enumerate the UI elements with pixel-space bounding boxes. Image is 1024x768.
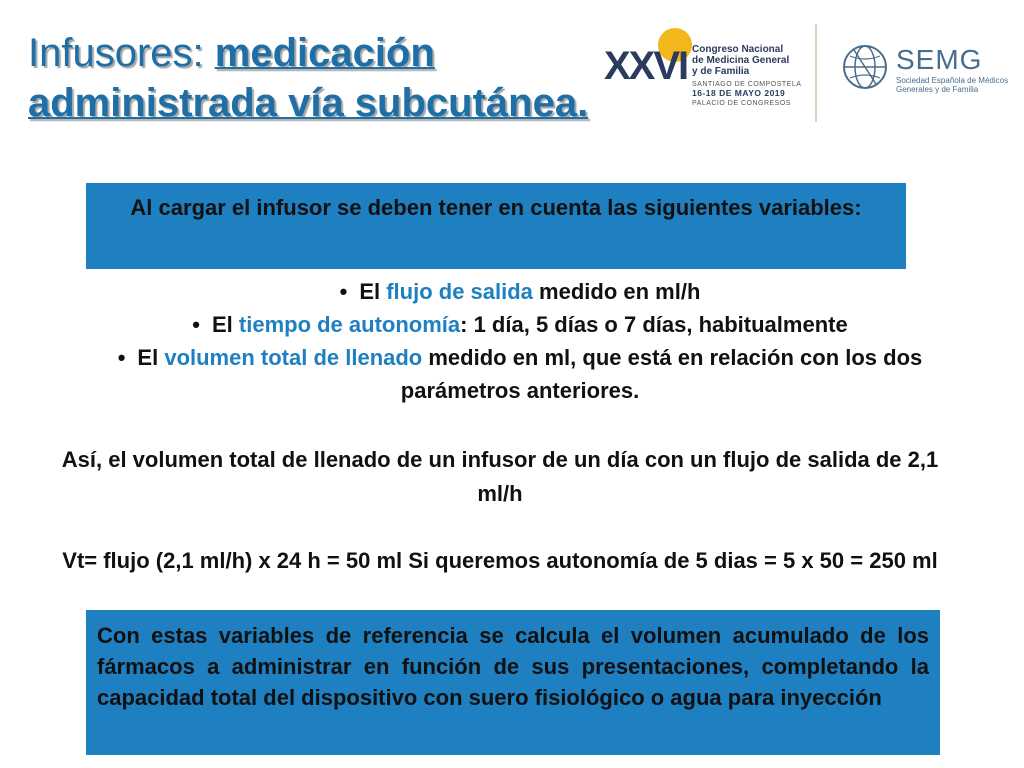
example-paragraph: Así, el volumen total de llenado de un infusor de un día con un flujo de salida de 2,1 ml/h (61, 447, 939, 506)
logo-divider (815, 24, 817, 122)
congress-line-3: y de Familia (692, 66, 750, 77)
congress-dates: 16-18 DE MAYO 2019 (692, 88, 786, 98)
semg-name: SEMG (896, 44, 983, 75)
highlight-term: tiempo de autonomía (238, 312, 461, 337)
highlight-term: volumen total de llenado (164, 345, 423, 370)
title-part-3: administrada vía subcutánea. (28, 81, 589, 125)
bullet-icon: • (339, 279, 348, 304)
title-part-2: medicación (214, 31, 435, 75)
list-item: • El flujo de salida medido en ml/h (339, 279, 701, 304)
list-item: • El volumen total de llenado medido en ml, que está en relación con los dos parámetros anteriores. (117, 345, 923, 403)
semg-globe-icon (840, 42, 890, 92)
congress-logo (600, 26, 800, 116)
congress-line-1: Congreso Nacional (692, 44, 784, 55)
variables-list (90, 275, 950, 407)
intro-box: Al cargar el infusor se deben tener en cuenta las siguientes variables: (86, 183, 906, 269)
congress-edition: XXVI (604, 44, 688, 88)
conclusion-box: Con estas variables de referencia se calcula el volumen acumulado de los fármacos a administrar en función de sus presentaciones, completando la capacidad total del dispositivo con suero fisiológico o agua para inyección (86, 610, 940, 755)
bullet-icon: • (192, 312, 200, 337)
semg-logo (840, 40, 1020, 110)
title-part-1: Infusores: (28, 31, 215, 75)
formula-paragraph: Vt= flujo (2,1 ml/h) x 24 h = 50 ml Si queremos autonomía de 5 dias = 5 x 50 = 250 ml (62, 548, 938, 573)
congress-details (692, 80, 802, 108)
congress-venue: PALACIO DE CONGRESOS (692, 100, 791, 107)
semg-tagline: Sociedad Española de Médicos Generales y de Familia (896, 76, 1009, 94)
congress-city: SANTIAGO DE COMPOSTELA (692, 81, 802, 88)
list-item: • El tiempo de autonomía: 1 día, 5 días o 7 días, habitualmente (192, 312, 848, 337)
congress-line-2: de Medicina General (692, 55, 790, 66)
highlight-term: flujo de salida (386, 279, 533, 304)
congress-name (692, 44, 802, 77)
bullet-icon: • (117, 345, 126, 370)
